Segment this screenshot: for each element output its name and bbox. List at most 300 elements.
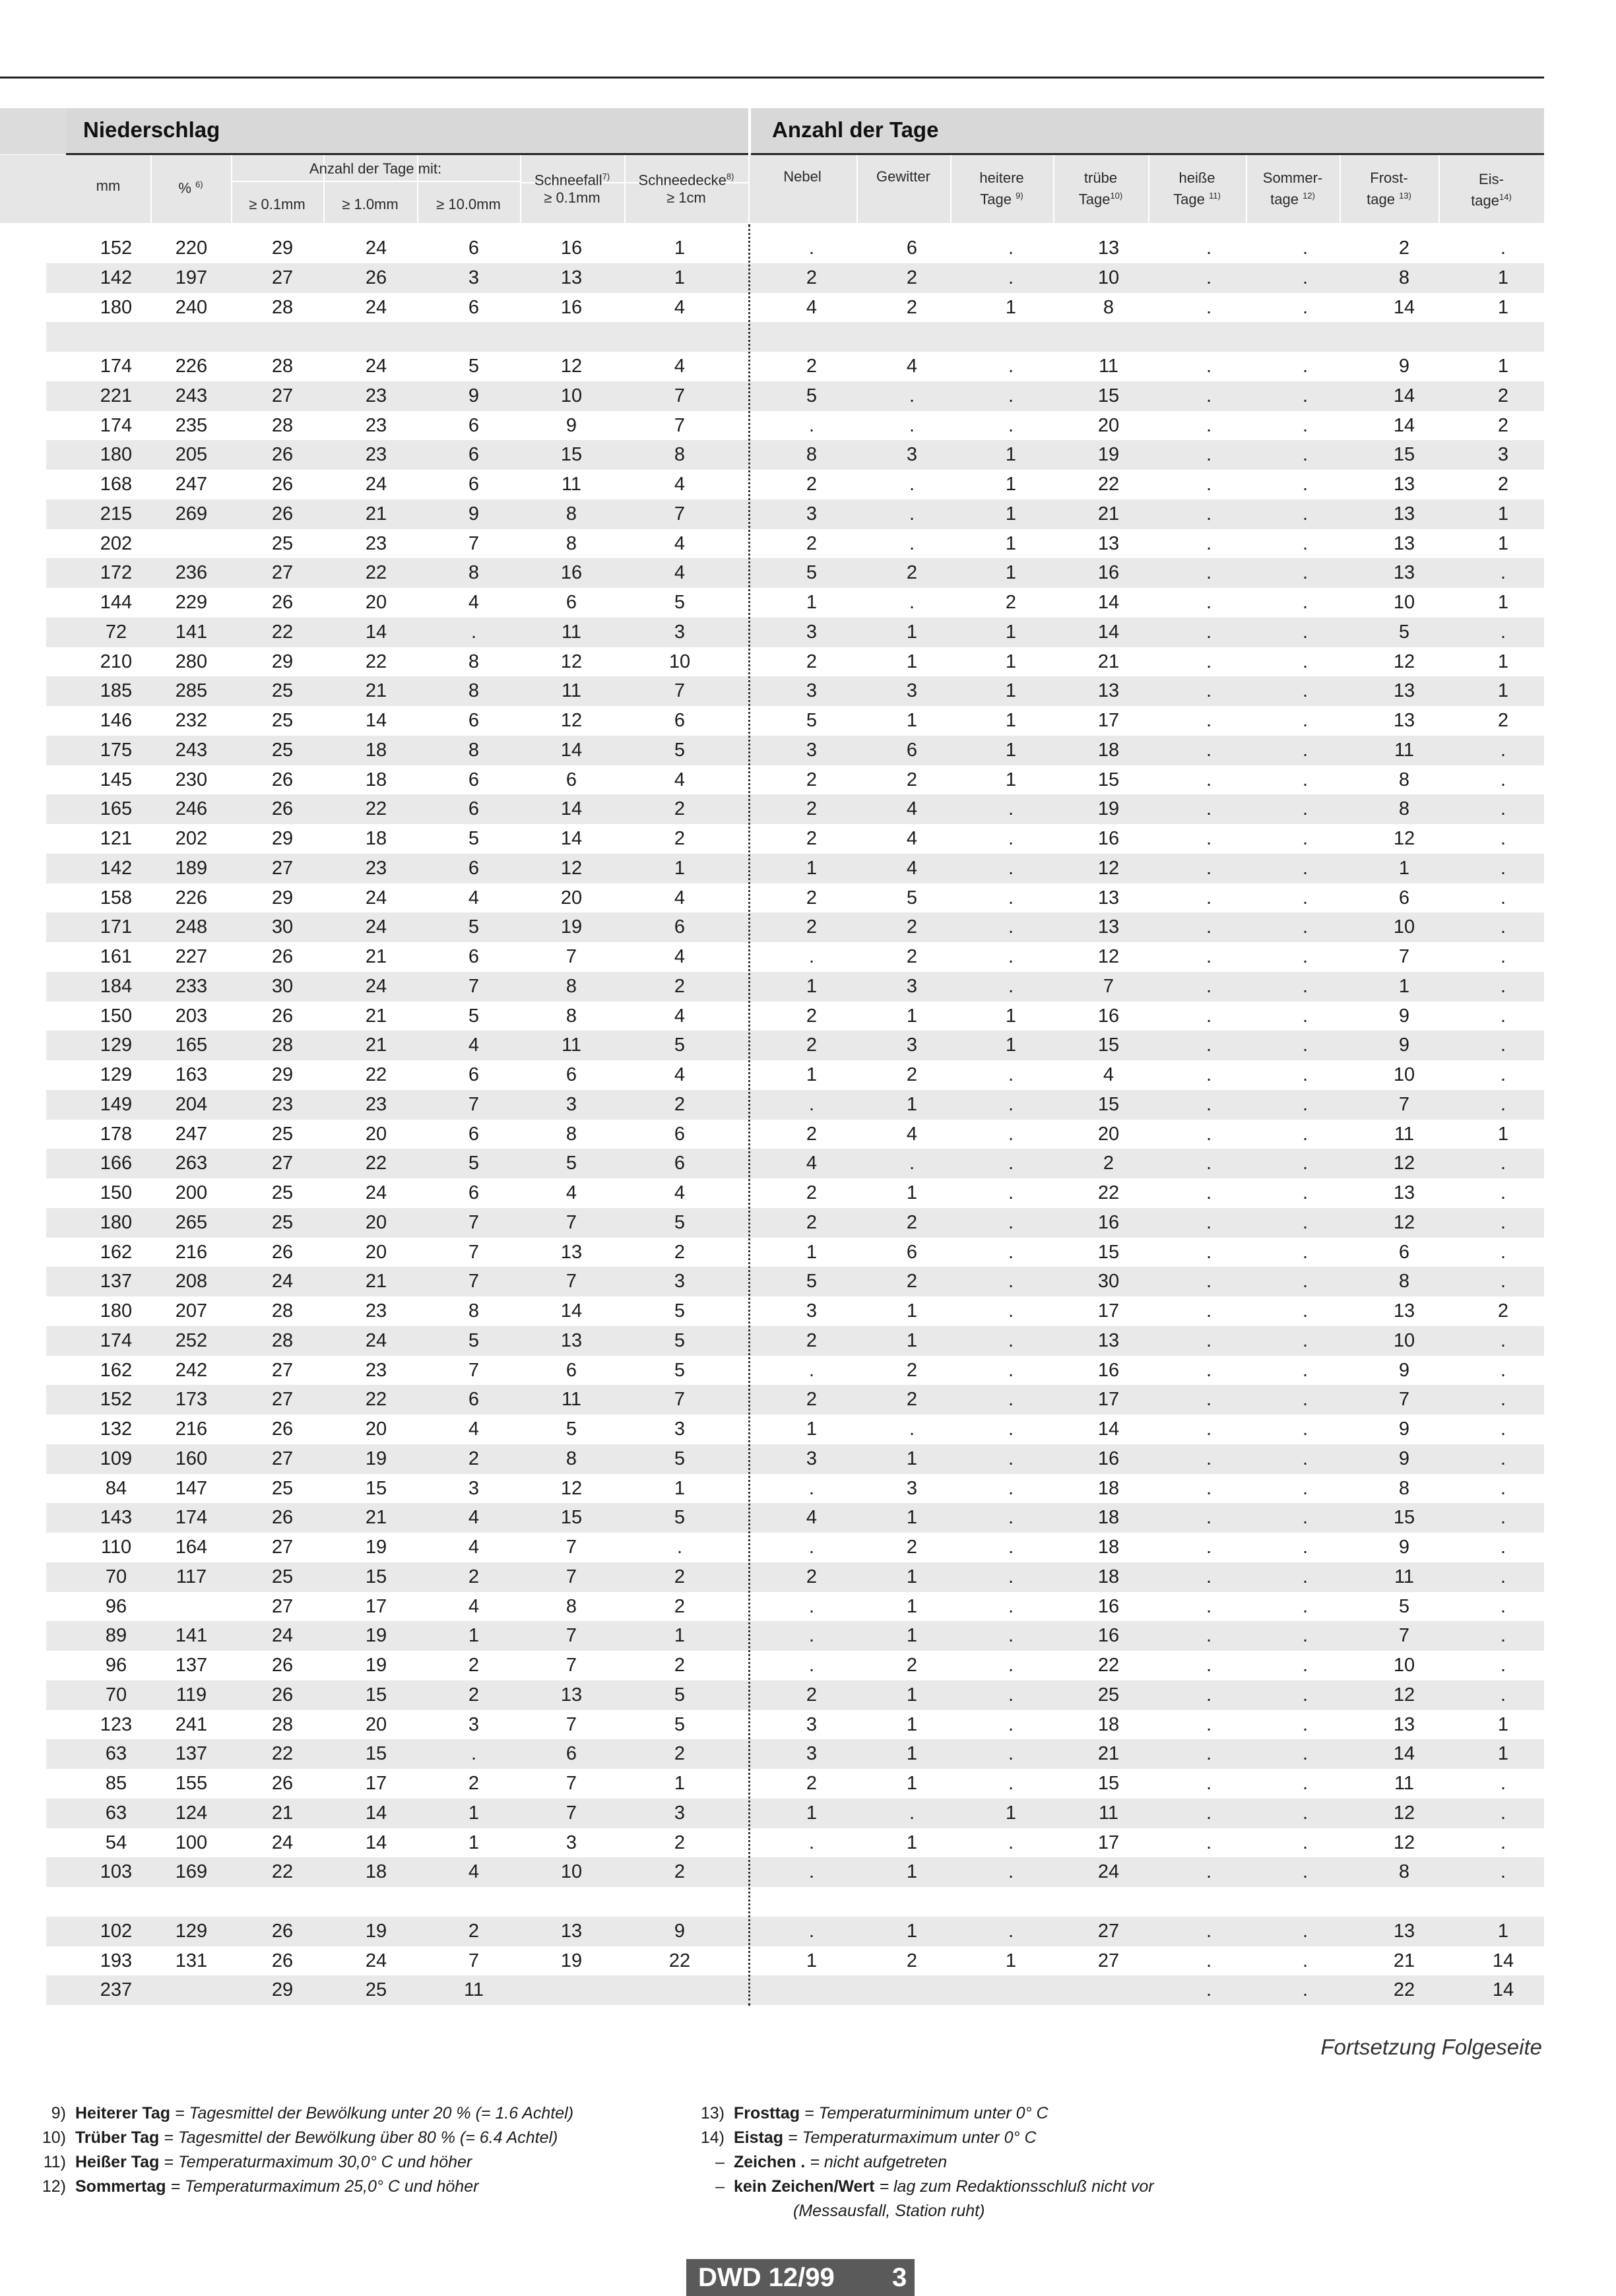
table-cell: 6	[468, 1389, 480, 1411]
table-cell: .	[1008, 1300, 1014, 1322]
table-cell: .	[1302, 1773, 1309, 1794]
table-cell: 7	[566, 1625, 577, 1647]
table-cell: .	[1302, 798, 1309, 820]
table-cell: 1	[906, 1861, 918, 1883]
table-cell: .	[1302, 1271, 1309, 1292]
table-cell: 8	[468, 562, 480, 584]
table-cell: .	[1206, 798, 1212, 820]
table-cell: .	[1302, 1005, 1309, 1027]
table-cell: .	[1008, 1920, 1014, 1942]
table-cell: .	[1206, 1005, 1212, 1027]
table-cell: .	[1500, 1861, 1506, 1883]
table-cell: 7	[468, 1093, 480, 1115]
table-cell: .	[1008, 414, 1014, 436]
table-cell: 22	[365, 1064, 387, 1085]
table-cell: 1	[906, 1329, 918, 1351]
table-cell: .	[1008, 798, 1014, 820]
table-cell: .	[1500, 1448, 1506, 1469]
table-cell: 23	[365, 532, 387, 554]
table-cell: .	[1206, 1950, 1212, 1971]
table-cell: .	[808, 1093, 815, 1115]
table-cell: 1	[1005, 444, 1017, 466]
table-cell: 2	[1103, 1153, 1115, 1174]
table-cell: 14	[1393, 414, 1415, 436]
table-cell: 13	[560, 1920, 583, 1942]
table-cell: 2	[806, 474, 818, 495]
table-cell: 9	[468, 503, 480, 525]
table-cell: 5	[674, 1713, 686, 1735]
table-cell: .	[1008, 1211, 1014, 1233]
table-cell: 14	[365, 1832, 387, 1853]
table-cell: 13	[1393, 1920, 1415, 1942]
table-cell: .	[1206, 946, 1212, 967]
table-row-spacer	[46, 1887, 1544, 1917]
table-cell: 13	[1393, 503, 1415, 525]
table-cell: 15	[560, 444, 583, 466]
table-cell: 20	[1097, 414, 1120, 436]
table-row	[46, 736, 1544, 765]
table-cell: .	[1302, 1182, 1309, 1203]
table-cell: 16	[1097, 1625, 1120, 1647]
table-row	[46, 1002, 1544, 1031]
table-cell: 6	[566, 1064, 577, 1085]
table-cell: 3	[806, 503, 818, 525]
table-cell: 230	[175, 769, 208, 790]
table-cell: 8	[566, 1595, 577, 1617]
table-cell: 26	[271, 1419, 294, 1440]
table-cell: .	[1008, 1359, 1014, 1381]
col-head-schneefall: Schneefall$^{7)}$ ≥ 0.1mm	[534, 172, 610, 207]
table-cell: .	[808, 1861, 815, 1883]
table-cell: 19	[1097, 444, 1120, 466]
table-cell: 6	[468, 769, 480, 790]
table-cell: .	[1500, 857, 1506, 879]
table-cell: 1	[1005, 296, 1017, 318]
table-row	[46, 942, 1544, 972]
table-cell: 1	[906, 1093, 918, 1115]
table-cell: 4	[674, 946, 686, 967]
table-cell: 30	[271, 916, 294, 938]
table-cell: 15	[365, 1743, 387, 1765]
table-cell: .	[909, 414, 915, 436]
table-cell: 1	[1398, 975, 1410, 997]
table-cell: 22	[271, 621, 294, 643]
table-cell: 2	[906, 769, 918, 790]
table-cell: .	[1206, 1507, 1212, 1529]
table-row	[46, 854, 1544, 883]
table-cell: .	[1500, 769, 1506, 790]
table-cell: .	[1500, 887, 1506, 909]
table-cell: 229	[175, 592, 208, 613]
table-cell: .	[1500, 562, 1506, 584]
table-cell: 189	[175, 857, 208, 879]
table-cell: .	[1008, 1064, 1014, 1085]
table-row	[46, 588, 1544, 618]
table-cell: 243	[175, 739, 208, 761]
table-cell: 2	[674, 1093, 686, 1115]
table-cell: 14	[1097, 1419, 1120, 1440]
table-cell: .	[1008, 1684, 1014, 1706]
table-cell: .	[1302, 562, 1309, 584]
table-cell: 4	[906, 356, 918, 377]
table-cell: 28	[271, 1300, 294, 1322]
table-cell: 12	[560, 710, 583, 731]
table-cell: 9	[1398, 1005, 1410, 1027]
table-cell: 6	[468, 444, 480, 466]
table-cell: 29	[271, 1064, 294, 1085]
table-cell: 165	[100, 798, 133, 820]
table-cell: .	[1302, 296, 1309, 318]
table-cell: .	[1302, 1595, 1309, 1617]
table-cell: 7	[674, 1389, 686, 1411]
table-cell: .	[1500, 798, 1506, 820]
table-row	[46, 618, 1544, 647]
table-cell: 27	[1097, 1950, 1120, 1971]
table-cell: 27	[271, 267, 294, 288]
table-cell: .	[808, 1832, 815, 1853]
table-cell: 23	[271, 1093, 294, 1115]
table-cell: 226	[175, 356, 208, 377]
table-cell: 1	[806, 1064, 818, 1085]
table-cell: 26	[271, 474, 294, 495]
col-head-ge10: ≥ 1.0mm	[342, 196, 399, 212]
table-cell: 14	[1393, 296, 1415, 318]
table-cell: 141	[175, 1625, 208, 1647]
table-cell: 10	[1393, 592, 1415, 613]
table-cell: 2	[1497, 710, 1509, 731]
table-cell: .	[1008, 1123, 1014, 1145]
table-row	[46, 1238, 1544, 1267]
table-cell: 22	[271, 1861, 294, 1883]
table-cell: .	[1302, 1448, 1309, 1469]
table-cell: .	[1500, 975, 1506, 997]
table-cell: .	[1302, 1655, 1309, 1676]
table-cell: 5	[1398, 621, 1410, 643]
table-row	[46, 1562, 1544, 1592]
table-cell: 3	[674, 1271, 686, 1292]
table-cell: 19	[365, 1920, 387, 1942]
table-cell: .	[1500, 1064, 1506, 1085]
table-cell: 24	[365, 1182, 387, 1203]
table-cell: 7	[674, 385, 686, 406]
table-cell: 19	[365, 1655, 387, 1676]
table-cell: .	[808, 238, 815, 259]
table-cell: 2	[806, 828, 818, 849]
table-cell: 11	[1098, 1802, 1119, 1824]
table-cell: 24	[365, 474, 387, 495]
table-cell: 16	[560, 296, 583, 318]
table-cell: 1	[1005, 474, 1017, 495]
table-cell: 2	[1497, 474, 1509, 495]
table-cell: 13	[1393, 474, 1415, 495]
table-cell: 16	[560, 562, 583, 584]
table-cell: .	[808, 1359, 815, 1381]
table-cell: 2	[468, 1655, 480, 1676]
table-cell: 16	[1097, 1359, 1120, 1381]
table-cell: .	[1302, 1211, 1309, 1233]
table-cell: 15	[1393, 444, 1415, 466]
table-cell: 6	[468, 1064, 480, 1085]
table-cell: 4	[674, 474, 686, 495]
table-cell: 2	[806, 769, 818, 790]
table-cell: 21	[365, 1507, 387, 1529]
table-cell: 13	[1097, 1329, 1120, 1351]
table-cell: .	[1206, 1064, 1212, 1085]
table-cell: 26	[271, 946, 294, 967]
footnote: 12) Sommertag = Temperaturmaximum 25,0° C und höher	[42, 2177, 479, 2196]
table-cell: 7	[468, 1950, 480, 1971]
table-row	[46, 1178, 1544, 1208]
table-cell: .	[1206, 1359, 1212, 1381]
table-cell: 1	[806, 857, 818, 879]
table-cell: 2	[674, 798, 686, 820]
table-cell: 184	[100, 975, 133, 997]
table-cell: 19	[365, 1625, 387, 1647]
table-cell: 2	[906, 1389, 918, 1411]
table-cell: 137	[175, 1655, 208, 1676]
table-cell: 160	[175, 1448, 208, 1469]
footnote: – kein Zeichen/Wert = lag zum Redaktionsschluß nicht vor	[715, 2177, 1154, 2196]
table-cell: 4	[468, 1035, 480, 1056]
table-cell: 16	[560, 238, 583, 259]
table-cell: .	[1008, 356, 1014, 377]
table-cell: 2	[906, 916, 918, 938]
table-cell: 29	[271, 887, 294, 909]
table-cell: .	[1206, 1329, 1212, 1351]
table-cell: 18	[365, 1861, 387, 1883]
table-cell: 15	[365, 1477, 387, 1499]
table-cell: 18	[365, 828, 387, 849]
table-cell: 1	[468, 1802, 480, 1824]
table-cell: .	[1302, 1979, 1309, 2001]
table-cell: 11	[561, 1389, 582, 1411]
table-cell: 14	[365, 710, 387, 731]
table-cell: .	[1206, 1123, 1212, 1145]
col-head-ge100: ≥ 10.0mm	[436, 196, 501, 212]
table-cell: 17	[365, 1773, 387, 1794]
table-cell: 216	[175, 1241, 208, 1263]
table-cell: 6	[906, 238, 918, 259]
table-cell: 285	[175, 680, 208, 702]
table-cell: 14	[1492, 1979, 1514, 2001]
table-cell: .	[1500, 1655, 1506, 1676]
table-cell: 4	[674, 296, 686, 318]
footnote: 13) Frosttag = Temperaturminimum unter 0° C	[700, 2104, 1049, 2122]
section-title-anzahl: Anzahl der Tage	[772, 117, 939, 142]
table-cell: 7	[566, 1537, 577, 1558]
table-cell: 20	[365, 1241, 387, 1263]
table-cell: 4	[468, 1861, 480, 1883]
table-cell: 2	[806, 1211, 818, 1233]
table-cell: 8	[1398, 798, 1410, 820]
table-cell: .	[1302, 1743, 1309, 1765]
table-cell: 6	[566, 1359, 577, 1381]
table-cell: .	[1302, 1920, 1309, 1942]
table-cell: .	[1206, 1271, 1212, 1292]
table-cell: 1	[806, 1419, 818, 1440]
table-cell: .	[1302, 946, 1309, 967]
section-title-niederschlag: Niederschlag	[83, 117, 220, 142]
table-cell: 155	[175, 1773, 208, 1794]
table-cell: 1	[1497, 1713, 1509, 1735]
table-cell: 18	[1097, 1507, 1120, 1529]
table-cell: 96	[105, 1595, 127, 1617]
table-cell: .	[1500, 1359, 1506, 1381]
col-head-eistage: Eis- tage$^{14)}$	[1471, 171, 1512, 209]
table-cell: .	[1206, 1625, 1212, 1647]
table-cell: 242	[175, 1359, 208, 1381]
table-cell: 15	[560, 1507, 583, 1529]
table-cell: .	[808, 1920, 815, 1942]
table-cell: .	[1206, 1448, 1212, 1469]
table-cell: 3	[468, 1477, 480, 1499]
table-cell: 21	[365, 946, 387, 967]
table-cell: 4	[468, 1507, 480, 1529]
table-cell: 22	[365, 562, 387, 584]
table-cell: 1	[906, 1684, 918, 1706]
table-cell: 15	[365, 1684, 387, 1706]
table-cell: 18	[365, 769, 387, 790]
table-cell: .	[1206, 1566, 1212, 1587]
table-cell: 204	[175, 1093, 208, 1115]
col-head-truebe-tage: trübe Tage$^{10)}$	[1078, 170, 1123, 208]
table-cell: 227	[175, 946, 208, 967]
table-cell: 1	[806, 1802, 818, 1824]
table-cell: .	[1008, 1773, 1014, 1794]
col-head-percent: % $^{6)}$	[178, 179, 203, 197]
table-cell: .	[1302, 857, 1309, 879]
table-cell: 2	[806, 1389, 818, 1411]
table-cell: 265	[175, 1211, 208, 1233]
table-cell: .	[1302, 1419, 1309, 1440]
table-cell: 14	[1097, 621, 1120, 643]
table-cell: 1	[1005, 710, 1017, 731]
table-cell: 70	[105, 1566, 127, 1587]
table-cell: 8	[1398, 1271, 1410, 1292]
table-cell: 26	[271, 1005, 294, 1027]
table-cell: 1	[906, 1566, 918, 1587]
table-cell: .	[1206, 916, 1212, 938]
table-cell: 22	[365, 798, 387, 820]
table-cell: 23	[365, 1359, 387, 1381]
table-cell: .	[1302, 1389, 1309, 1411]
table-cell: .	[909, 474, 915, 495]
table-cell: .	[1302, 238, 1309, 259]
table-cell: .	[1206, 503, 1212, 525]
table-cell: 10	[560, 385, 583, 406]
table-cell: 2	[906, 562, 918, 584]
table-cell: 24	[365, 975, 387, 997]
table-row	[46, 1090, 1544, 1120]
table-cell: 3	[1497, 444, 1509, 466]
issue-label: DWD 12/99	[698, 2263, 835, 2292]
table-cell: 2	[468, 1684, 480, 1706]
table-cell: .	[1206, 1861, 1212, 1883]
table-cell: 5	[674, 1359, 686, 1381]
table-cell: 5	[806, 562, 818, 584]
table-cell: 18	[1097, 1537, 1120, 1558]
table-cell: .	[1302, 1035, 1309, 1056]
table-cell: 13	[1393, 1182, 1415, 1203]
table-cell: 3	[806, 1300, 818, 1322]
table-cell: 10	[1097, 267, 1120, 288]
table-cell: 124	[175, 1802, 208, 1824]
section-divider	[748, 224, 750, 2006]
table-cell: 13	[1393, 532, 1415, 554]
table-cell: .	[1500, 1773, 1506, 1794]
footnote: 9) Heiterer Tag = Tagesmittel der Bewölkung unter 20 % (= 1.6 Achtel)	[51, 2104, 574, 2122]
table-cell: 158	[100, 887, 133, 909]
table-cell: 2	[674, 1655, 686, 1676]
table-cell: 2	[806, 887, 818, 909]
table-cell: 27	[271, 1448, 294, 1469]
table-cell: 2	[674, 1595, 686, 1617]
table-cell: 4	[468, 1419, 480, 1440]
table-cell: 26	[271, 1655, 294, 1676]
table-cell: 1	[806, 1950, 818, 1971]
table-cell: 3	[806, 680, 818, 702]
table-cell: 19	[1097, 798, 1120, 820]
table-cell: 2	[806, 1684, 818, 1706]
table-cell: 7	[468, 532, 480, 554]
table-cell: 4	[674, 532, 686, 554]
table-cell: .	[808, 946, 815, 967]
table-cell: 5	[906, 887, 918, 909]
table-cell: 26	[271, 503, 294, 525]
table-cell: 100	[175, 1832, 208, 1853]
table-cell: 54	[105, 1832, 127, 1853]
table-cell: 2	[1497, 414, 1509, 436]
table-cell: .	[1500, 916, 1506, 938]
table-cell: 7	[1398, 1093, 1410, 1115]
table-cell: 2	[806, 1566, 818, 1587]
table-cell: 150	[100, 1005, 133, 1027]
table-cell: 142	[100, 857, 133, 879]
table-cell: 23	[365, 857, 387, 879]
table-cell: 4	[906, 798, 918, 820]
table-cell: 2	[1497, 385, 1509, 406]
table-cell: 6	[906, 739, 918, 761]
table-cell: 23	[365, 385, 387, 406]
table-cell: 25	[271, 710, 294, 731]
footnote: 11) Heißer Tag = Temperaturmaximum 30,0° C und höher	[43, 2153, 472, 2171]
table-cell: 4	[468, 1537, 480, 1558]
table-cell: 203	[175, 1005, 208, 1027]
table-cell: .	[1206, 1389, 1212, 1411]
table-cell: .	[1008, 385, 1014, 406]
table-cell: 26	[271, 592, 294, 613]
table-cell: 20	[365, 592, 387, 613]
table-cell: 173	[175, 1389, 208, 1411]
table-cell: .	[909, 1153, 915, 1174]
table-cell: 3	[806, 1448, 818, 1469]
table-row	[46, 883, 1544, 913]
table-cell: 2	[806, 798, 818, 820]
table-cell: 1	[906, 1005, 918, 1027]
table-cell: 11	[561, 621, 582, 643]
table-cell: .	[909, 385, 915, 406]
table-cell: 13	[1097, 680, 1120, 702]
table-cell: 16	[1097, 562, 1120, 584]
table-cell: 1	[1005, 680, 1017, 702]
table-cell: 7	[566, 1713, 577, 1735]
table-cell: 174	[100, 1329, 133, 1351]
table-cell: .	[1206, 1920, 1212, 1942]
table-cell: 89	[105, 1625, 127, 1647]
table-cell: 5	[806, 1271, 818, 1292]
table-cell: 1	[468, 1832, 480, 1853]
table-cell: 2	[906, 1211, 918, 1233]
